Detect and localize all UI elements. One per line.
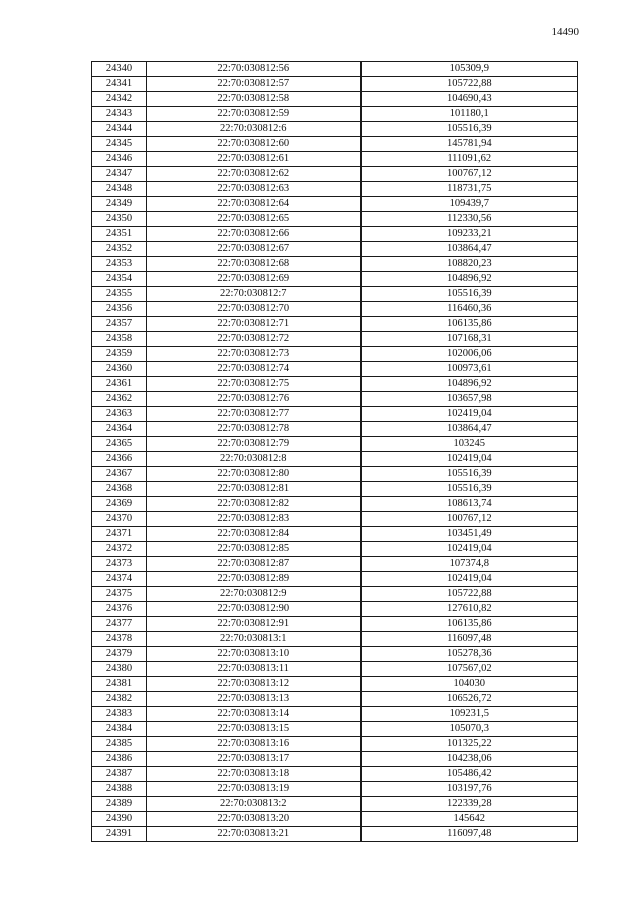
cadastral-number-cell: 22:70:030812:60 [147, 137, 361, 152]
row-number-cell: 24372 [92, 542, 147, 557]
cadastral-number-cell: 22:70:030813:21 [147, 827, 361, 842]
value-cell: 145781,94 [361, 137, 578, 152]
row-number-cell: 24389 [92, 797, 147, 812]
value-cell: 104690,43 [361, 92, 578, 107]
table-row [92, 407, 578, 422]
value-cell: 105486,42 [361, 767, 578, 782]
cadastral-number-cell: 22:70:030812:90 [147, 602, 361, 617]
table-row [92, 587, 578, 602]
cadastral-number-cell: 22:70:030812:84 [147, 527, 361, 542]
cadastral-number-cell: 22:70:030812:69 [147, 272, 361, 287]
cadastral-number-cell: 22:70:030813:17 [147, 752, 361, 767]
cadastral-number-cell: 22:70:030812:6 [147, 122, 361, 137]
value-cell: 104030 [361, 677, 578, 692]
value-cell: 109233,21 [361, 227, 578, 242]
table-row [92, 677, 578, 692]
cadastral-number-cell: 22:70:030813:2 [147, 797, 361, 812]
row-number-cell: 24346 [92, 152, 147, 167]
table-row [92, 137, 578, 152]
row-number-cell: 24380 [92, 662, 147, 677]
cadastral-number-cell: 22:70:030812:74 [147, 362, 361, 377]
table-row [92, 542, 578, 557]
row-number-cell: 24365 [92, 437, 147, 452]
cadastral-number-cell: 22:70:030813:18 [147, 767, 361, 782]
row-number-cell: 24368 [92, 482, 147, 497]
row-number-cell: 24363 [92, 407, 147, 422]
table-row [92, 557, 578, 572]
row-number-cell: 24348 [92, 182, 147, 197]
value-cell: 118731,75 [361, 182, 578, 197]
row-number-cell: 24378 [92, 632, 147, 647]
table-row [92, 317, 578, 332]
cadastral-number-cell: 22:70:030812:66 [147, 227, 361, 242]
table-row [92, 572, 578, 587]
row-number-cell: 24354 [92, 272, 147, 287]
table-row [92, 812, 578, 827]
table-row [92, 182, 578, 197]
row-number-cell: 24350 [92, 212, 147, 227]
row-number-cell: 24377 [92, 617, 147, 632]
table-row [92, 752, 578, 767]
table-row [92, 332, 578, 347]
row-number-cell: 24387 [92, 767, 147, 782]
table-row [92, 77, 578, 92]
row-number-cell: 24359 [92, 347, 147, 362]
value-cell: 108613,74 [361, 497, 578, 512]
table-row [92, 122, 578, 137]
value-cell: 122339,28 [361, 797, 578, 812]
value-cell: 116097,48 [361, 827, 578, 842]
row-number-cell: 24341 [92, 77, 147, 92]
row-number-cell: 24383 [92, 707, 147, 722]
value-cell: 105722,88 [361, 77, 578, 92]
row-number-cell: 24367 [92, 467, 147, 482]
cadastral-number-cell: 22:70:030812:81 [147, 482, 361, 497]
table-row [92, 767, 578, 782]
table-row [92, 632, 578, 647]
row-number-cell: 24357 [92, 317, 147, 332]
row-number-cell: 24343 [92, 107, 147, 122]
cadastral-number-cell: 22:70:030813:12 [147, 677, 361, 692]
value-cell: 107374,8 [361, 557, 578, 572]
table-row [92, 497, 578, 512]
table-row [92, 377, 578, 392]
table-row [92, 467, 578, 482]
row-number-cell: 24366 [92, 452, 147, 467]
value-cell: 103864,47 [361, 422, 578, 437]
table-row [92, 617, 578, 632]
value-cell: 105278,36 [361, 647, 578, 662]
table-row [92, 797, 578, 812]
cadastral-number-cell: 22:70:030812:65 [147, 212, 361, 227]
page-number: 14490 [551, 26, 579, 38]
row-number-cell: 24386 [92, 752, 147, 767]
table-row [92, 737, 578, 752]
cadastral-number-cell: 22:70:030813:15 [147, 722, 361, 737]
cadastral-number-cell: 22:70:030812:71 [147, 317, 361, 332]
cadastral-number-cell: 22:70:030813:13 [147, 692, 361, 707]
cadastral-number-cell: 22:70:030812:85 [147, 542, 361, 557]
cadastral-number-cell: 22:70:030812:89 [147, 572, 361, 587]
cadastral-number-cell: 22:70:030812:70 [147, 302, 361, 317]
cadastral-number-cell: 22:70:030813:19 [147, 782, 361, 797]
value-cell: 100767,12 [361, 167, 578, 182]
value-cell: 101325,22 [361, 737, 578, 752]
table-row [92, 272, 578, 287]
table-row [92, 482, 578, 497]
value-cell: 105516,39 [361, 287, 578, 302]
value-cell: 101180,1 [361, 107, 578, 122]
row-number-cell: 24352 [92, 242, 147, 257]
value-cell: 102006,06 [361, 347, 578, 362]
value-cell: 105516,39 [361, 122, 578, 137]
row-number-cell: 24374 [92, 572, 147, 587]
row-number-cell: 24385 [92, 737, 147, 752]
cadastral-number-cell: 22:70:030812:7 [147, 287, 361, 302]
value-cell: 112330,56 [361, 212, 578, 227]
value-cell: 100973,61 [361, 362, 578, 377]
cadastral-number-cell: 22:70:030812:87 [147, 557, 361, 572]
value-cell: 102419,04 [361, 452, 578, 467]
row-number-cell: 24351 [92, 227, 147, 242]
data-table [91, 61, 578, 842]
row-number-cell: 24379 [92, 647, 147, 662]
row-number-cell: 24364 [92, 422, 147, 437]
table-row [92, 242, 578, 257]
cadastral-number-cell: 22:70:030812:78 [147, 422, 361, 437]
row-number-cell: 24391 [92, 827, 147, 842]
value-cell: 106135,86 [361, 317, 578, 332]
cadastral-number-cell: 22:70:030812:8 [147, 452, 361, 467]
row-number-cell: 24342 [92, 92, 147, 107]
cadastral-number-cell: 22:70:030812:76 [147, 392, 361, 407]
value-cell: 103197,76 [361, 782, 578, 797]
cadastral-number-cell: 22:70:030812:82 [147, 497, 361, 512]
cadastral-number-cell: 22:70:030812:72 [147, 332, 361, 347]
value-cell: 103864,47 [361, 242, 578, 257]
value-cell: 109439,7 [361, 197, 578, 212]
cadastral-number-cell: 22:70:030812:91 [147, 617, 361, 632]
value-cell: 100767,12 [361, 512, 578, 527]
value-cell: 103657,98 [361, 392, 578, 407]
table-row [92, 197, 578, 212]
table-row [92, 602, 578, 617]
table-row [92, 392, 578, 407]
value-cell: 107168,31 [361, 332, 578, 347]
cadastral-number-cell: 22:70:030812:79 [147, 437, 361, 452]
value-cell: 116097,48 [361, 632, 578, 647]
row-number-cell: 24361 [92, 377, 147, 392]
table-row [92, 92, 578, 107]
row-number-cell: 24362 [92, 392, 147, 407]
table-body [92, 62, 578, 842]
table-row [92, 257, 578, 272]
cadastral-number-cell: 22:70:030813:10 [147, 647, 361, 662]
table-row [92, 422, 578, 437]
cadastral-number-cell: 22:70:030812:64 [147, 197, 361, 212]
row-number-cell: 24370 [92, 512, 147, 527]
cadastral-number-cell: 22:70:030812:62 [147, 167, 361, 182]
row-number-cell: 24384 [92, 722, 147, 737]
cadastral-number-cell: 22:70:030813:20 [147, 812, 361, 827]
cadastral-number-cell: 22:70:030813:1 [147, 632, 361, 647]
table-row [92, 692, 578, 707]
value-cell: 127610,82 [361, 602, 578, 617]
row-number-cell: 24369 [92, 497, 147, 512]
row-number-cell: 24347 [92, 167, 147, 182]
row-number-cell: 24355 [92, 287, 147, 302]
table-row [92, 212, 578, 227]
cadastral-number-cell: 22:70:030812:73 [147, 347, 361, 362]
value-cell: 103451,49 [361, 527, 578, 542]
table-row [92, 167, 578, 182]
value-cell: 102419,04 [361, 572, 578, 587]
row-number-cell: 24353 [92, 257, 147, 272]
cadastral-number-cell: 22:70:030812:67 [147, 242, 361, 257]
row-number-cell: 24360 [92, 362, 147, 377]
table-row [92, 707, 578, 722]
table-row [92, 302, 578, 317]
table-row [92, 62, 578, 77]
cadastral-number-cell: 22:70:030812:59 [147, 107, 361, 122]
cadastral-number-cell: 22:70:030812:68 [147, 257, 361, 272]
row-number-cell: 24344 [92, 122, 147, 137]
table-row [92, 287, 578, 302]
row-number-cell: 24381 [92, 677, 147, 692]
value-cell: 102419,04 [361, 542, 578, 557]
table-row [92, 452, 578, 467]
cadastral-number-cell: 22:70:030812:58 [147, 92, 361, 107]
cadastral-number-cell: 22:70:030812:56 [147, 62, 361, 77]
row-number-cell: 24376 [92, 602, 147, 617]
row-number-cell: 24375 [92, 587, 147, 602]
table-row [92, 662, 578, 677]
table-row [92, 107, 578, 122]
cadastral-number-cell: 22:70:030812:75 [147, 377, 361, 392]
value-cell: 105722,88 [361, 587, 578, 602]
table-row [92, 347, 578, 362]
table-row [92, 227, 578, 242]
row-number-cell: 24345 [92, 137, 147, 152]
value-cell: 145642 [361, 812, 578, 827]
row-number-cell: 24390 [92, 812, 147, 827]
cadastral-number-cell: 22:70:030812:83 [147, 512, 361, 527]
value-cell: 116460,36 [361, 302, 578, 317]
value-cell: 105309,9 [361, 62, 578, 77]
value-cell: 104896,92 [361, 272, 578, 287]
value-cell: 105070,3 [361, 722, 578, 737]
value-cell: 105516,39 [361, 467, 578, 482]
value-cell: 105516,39 [361, 482, 578, 497]
table-row [92, 722, 578, 737]
table-row [92, 527, 578, 542]
row-number-cell: 24356 [92, 302, 147, 317]
table-row [92, 437, 578, 452]
row-number-cell: 24373 [92, 557, 147, 572]
value-cell: 106135,86 [361, 617, 578, 632]
cadastral-number-cell: 22:70:030812:9 [147, 587, 361, 602]
table-row [92, 827, 578, 842]
value-cell: 108820,23 [361, 257, 578, 272]
cadastral-number-cell: 22:70:030813:14 [147, 707, 361, 722]
row-number-cell: 24388 [92, 782, 147, 797]
cadastral-number-cell: 22:70:030812:61 [147, 152, 361, 167]
table-row [92, 362, 578, 377]
row-number-cell: 24371 [92, 527, 147, 542]
cadastral-number-cell: 22:70:030812:63 [147, 182, 361, 197]
cadastral-number-cell: 22:70:030813:11 [147, 662, 361, 677]
value-cell: 103245 [361, 437, 578, 452]
table-row [92, 152, 578, 167]
table-row [92, 647, 578, 662]
value-cell: 102419,04 [361, 407, 578, 422]
value-cell: 107567,02 [361, 662, 578, 677]
value-cell: 109231,5 [361, 707, 578, 722]
value-cell: 104238,06 [361, 752, 578, 767]
cadastral-number-cell: 22:70:030812:80 [147, 467, 361, 482]
row-number-cell: 24358 [92, 332, 147, 347]
value-cell: 111091,62 [361, 152, 578, 167]
row-number-cell: 24340 [92, 62, 147, 77]
cadastral-number-cell: 22:70:030812:57 [147, 77, 361, 92]
row-number-cell: 24382 [92, 692, 147, 707]
cadastral-number-cell: 22:70:030812:77 [147, 407, 361, 422]
value-cell: 106526,72 [361, 692, 578, 707]
cadastral-number-cell: 22:70:030813:16 [147, 737, 361, 752]
value-cell: 104896,92 [361, 377, 578, 392]
table-row [92, 782, 578, 797]
table-row [92, 512, 578, 527]
row-number-cell: 24349 [92, 197, 147, 212]
